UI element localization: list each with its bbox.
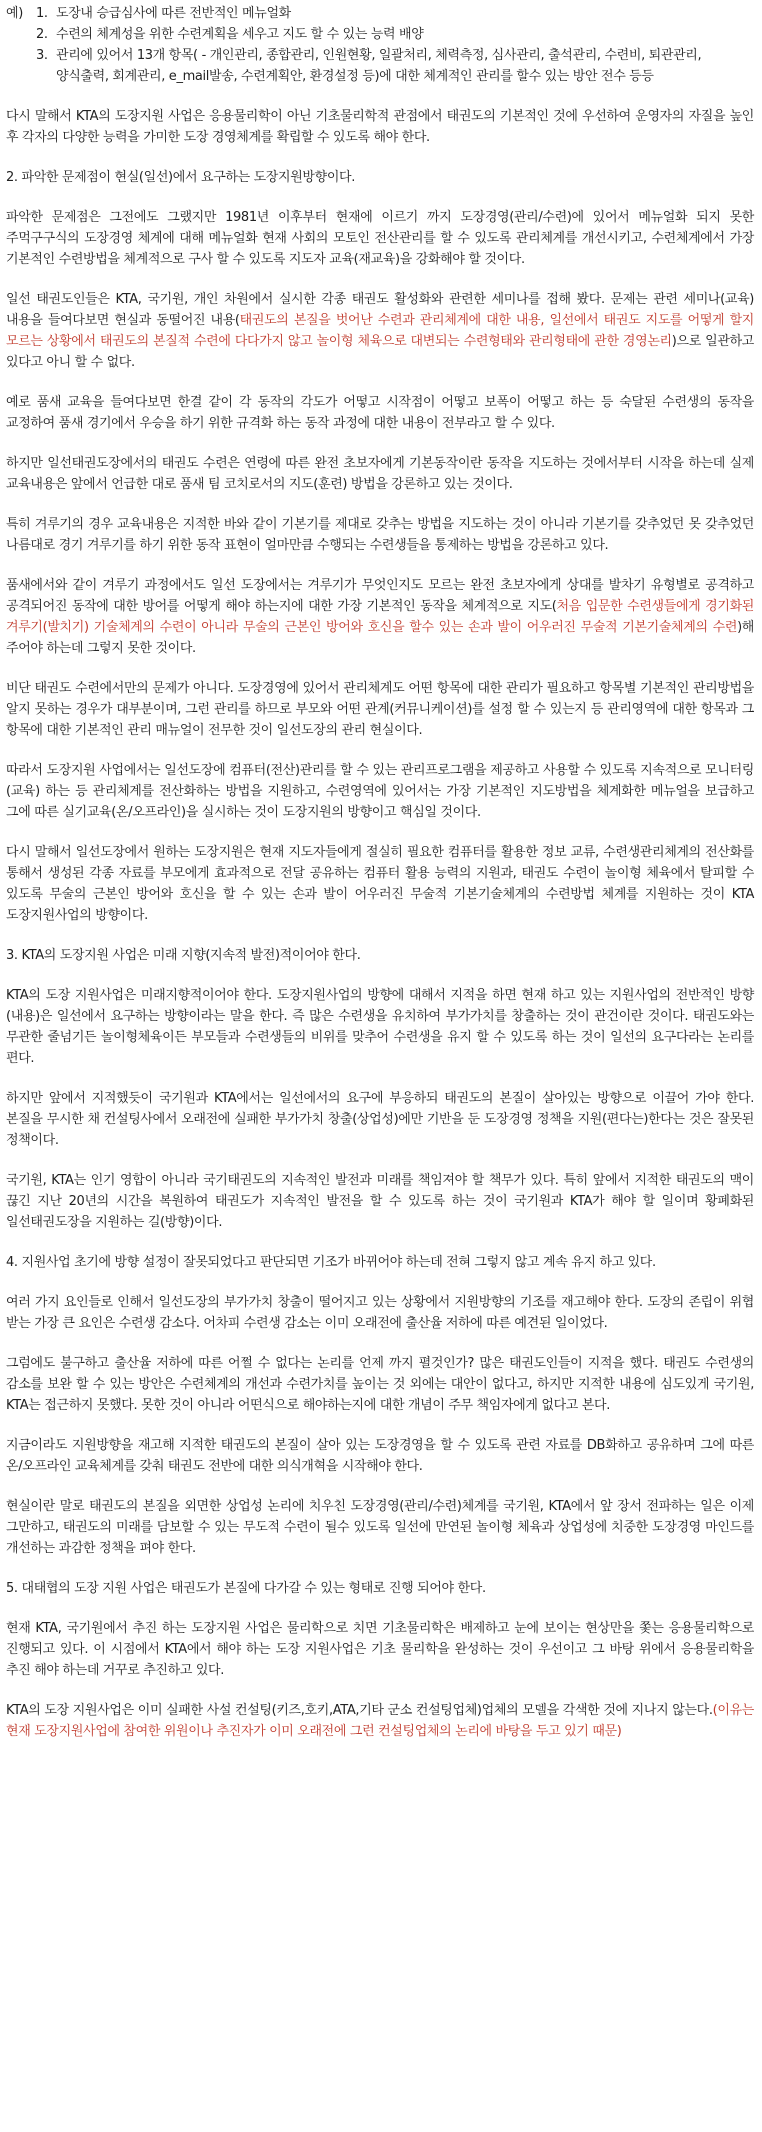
paragraph-text: 현재 KTA, 국기원에서 추진 하는 도장지원 사업은 물리학으로 치면 기초물리학은 배제하고 눈에 보이는 현상만을 쫓는 응용물리학으로 진행되고 있다. 이 시점에서 KTA에서 해야 하는 도장 지원사업은 기초 물리학을 완성하는 것이 우선이고 그 바탕 위에서 응용물리학을 추진 해야 하는데 거꾸로 추진하고 있다. bbox=[6, 1621, 754, 1678]
section-heading-4 bbox=[6, 1252, 754, 1273]
paragraph bbox=[6, 760, 754, 823]
heading-text: 2. 파악한 문제점이 현실(일선)에서 요구하는 도장지원방향이다. bbox=[6, 170, 356, 185]
paragraph-text: 하지만 일선태권도장에서의 태권도 수련은 연령에 따른 완전 초보자에게 기본동작이란 동작을 지도하는 것에서부터 시작을 하는데 실제 교육내용은 앞에서 언급한 대로 품새 팀 코치로서의 지도(훈련) 방법을 강론하고 있는 것이다. bbox=[6, 456, 754, 492]
example-item-number: 1. bbox=[36, 6, 48, 21]
paragraph-text: )해 주어야 하는데 그렇지 못한 것이다. bbox=[6, 620, 754, 656]
paragraph bbox=[6, 1088, 754, 1151]
paragraph-text: 예로 품새 교육을 들여다보면 한결 같이 각 동작의 각도가 어떻고 시작점이 어떻고 보폭이 어떻고 하는 등 숙달된 수련생의 동작을 교정하여 품새 경기에서 우승을 하기 위한 규격화 하는 동작 과정에 대한 내용이 전부라고 할 수 있다. bbox=[6, 395, 754, 431]
paragraph bbox=[6, 453, 754, 495]
paragraph bbox=[6, 1353, 754, 1416]
paragraph-text: )으로 일관하고 있다고 아니 할 수 없다. bbox=[6, 334, 754, 370]
heading-text: 5. 대태협의 도장 지원 사업은 태권도가 본질에 다가갈 수 있는 형태로 진행 되어야 한다. bbox=[6, 1581, 486, 1596]
heading-text: 4. 지원사업 초기에 방향 설정이 잘못되었다고 판단되면 기조가 바뀌어야 하는데 전혀 그렇지 않고 계속 유지 하고 있다. bbox=[6, 1255, 656, 1270]
example-item bbox=[36, 45, 754, 87]
highlighted-text: (이유는 현재 도장지원사업에 참여한 위원이나 추진자가 이미 오래전에 그런 컨설팅업체의 논리에 바탕을 두고 있기 때문) bbox=[6, 1703, 754, 1739]
paragraph bbox=[6, 1170, 754, 1233]
paragraph bbox=[6, 514, 754, 556]
highlighted-text: 태권도의 본질을 벗어난 수련과 관리체계에 대한 내용, 일선에서 태권도 지도를 어떻게 할지 모르는 상황에서 태권도의 본질적 수련에 다다가지 않고 놀이형 체육으로 대변되는 수련형태와 관리형태에 관한 경영논리 bbox=[6, 313, 755, 349]
example-item-number: 2. bbox=[36, 27, 48, 42]
paragraph bbox=[6, 985, 754, 1069]
paragraph bbox=[6, 207, 754, 270]
paragraph-text: 하지만 앞에서 지적했듯이 국기원과 KTA에서는 일선에서의 요구에 부응하되 태권도의 본질이 살아있는 방향으로 이끌어 가야 한다. 본질을 무시한 채 컨설팅사에서 오래전에 실패한 부가가치 창출(상업성)에만 기반을 둔 도장경영 정책을 지원(편다는)한다는 것은 잘못된 정책이다. bbox=[6, 1091, 754, 1148]
heading-text: 3. KTA의 도장지원 사업은 미래 지향(지속적 발전)적이어야 한다. bbox=[6, 948, 361, 963]
paragraph-text: KTA의 도장 지원사업은 이미 실패한 사설 컨설팅(키즈,호키,ATA,기타 군소 컨설팅업체)업체의 모델을 각색한 것에 지나지 않는다. bbox=[6, 1703, 713, 1718]
section-heading-5 bbox=[6, 1578, 754, 1599]
paragraph bbox=[6, 842, 754, 926]
section-heading-2 bbox=[6, 167, 754, 188]
paragraph-text: 다시 말해서 일선도장에서 원하는 도장지원은 현재 지도자들에게 절실히 필요한 컴퓨터를 활용한 정보 교류, 수련생관리체계의 전산화를 통해서 생성된 각종 자료를 부모에게 효과적으로 전달 공유하는 컴퓨터 활용 능력의 지원과, 태권도 수련이 놀이형 체육에서 탈피할 수 있도록 무술의 근본인 방어와 호신을 할 수 있는 손과 발이 어우러진 무술적 기본기술체계의 수련방법 체계를 지원하는 것이 KTA 도장지원사업의 방향이다. bbox=[6, 845, 754, 923]
paragraph bbox=[6, 1435, 754, 1477]
example-list bbox=[36, 3, 754, 87]
paragraph-text: 따라서 도장지원 사업에서는 일선도장에 컴퓨터(전산)관리를 할 수 있는 관리프로그램을 제공하고 사용할 수 있도록 지속적으로 모니터링(교육) 하는 등 관리체계를 전산화하는 방법을 지원하고, 수련영역에 있어서는 가장 기본적인 지도방법을 체계화한 메뉴얼을 보급하고 그에 따른 실기교육(온/오프라인)을 실시하는 것이 도장지원의 방향이고 핵심일 것이다. bbox=[6, 763, 754, 820]
paragraph-text: 품새에서와 같이 겨루기 과정에서도 일선 도장에서는 겨루기가 무엇인지도 모르는 완전 초보자에게 상대를 발차기 유형별로 공격하고 공격되어진 동작에 대한 방어를 어떻게 해야 하는지에 대한 가장 기본적인 동작을 체계적으로 지도( bbox=[6, 578, 754, 614]
paragraph bbox=[6, 1700, 754, 1742]
paragraph-text: 특히 겨루기의 경우 교육내용은 지적한 바와 같이 기본기를 제대로 갖추는 방법을 지도하는 것이 아니라 기본기를 갖추었던 못 갖추었던 나름대로 경기 겨루기를 하기 위한 동작 표현이 얼마만큼 수행되는 수련생들을 통제하는 방법을 강론하고 있다. bbox=[6, 517, 754, 553]
example-item-text: 수련의 체계성을 위한 수련계획을 세우고 지도 할 수 있는 능력 배양 bbox=[56, 27, 424, 42]
paragraph bbox=[6, 289, 754, 373]
paragraph-text: 비단 태권도 수련에서만의 문제가 아니다. 도장경영에 있어서 관리체계도 어떤 항목에 대한 관리가 필요하고 항목별 기본적인 관리방법을 알지 못하는 경우가 대부분이며, 그런 관리를 하므로 부모와 어떤 관계(커뮤니케이션)를 설정 할 수 있는지 등 관리영역에 대한 항목과 그 항목에 대한 기본적인 관리 매뉴얼이 전무한 것이 일선도장의 관리 현실이다. bbox=[6, 681, 754, 738]
paragraph bbox=[6, 106, 754, 148]
example-item-text: 도장내 승급심사에 따른 전반적인 메뉴얼화 bbox=[56, 6, 291, 21]
paragraph-text: 국기원, KTA는 인기 영합이 아니라 국기태권도의 지속적인 발전과 미래를 책임져야 할 책무가 있다. 특히 앞에서 지적한 태권도의 맥이 끊긴 지난 20년의 시간을 복원하여 태권도가 지속적인 발전을 할 수 있도록 하는 것이 국기원과 KTA가 해야 할 일이며 황폐화된 일선태권도장을 지원하는 길(방향)이다. bbox=[6, 1173, 754, 1230]
paragraph bbox=[6, 392, 754, 434]
example-item bbox=[36, 3, 754, 24]
paragraph-text: 일선 태권도인들은 KTA, 국기원, 개인 차원에서 실시한 각종 태권도 활성화와 관련한 세미나를 접해 봤다. 문제는 관련 세미나(교육) 내용을 들여다보면 현실과 동떨어진 내용( bbox=[6, 292, 754, 328]
paragraph bbox=[6, 575, 754, 659]
example-item-text: 관리에 있어서 13개 항목( - 개인관리, 종합관리, 인원현황, 일괄처리, 체력측정, 심사관리, 출석관리, 수련비, 퇴관관리, 양식출력, 회계관리, e_mail발송, 수련계획안, 환경설정 등)에 대한 체계적인 관리를 할수 있는 방안 전수 등등 bbox=[56, 48, 702, 84]
paragraph-text: 현실이란 말로 태권도의 본질을 외면한 상업성 논리에 치우친 도장경영(관리/수련)체계를 국기원, KTA에서 앞 장서 전파하는 일은 이제 그만하고, 태권도의 미래를 담보할 수 있는 무도적 수련이 될수 있도록 일선에 만연된 놀이형 체육과 상업성에 치중한 도장경영 마인드를 개선하는 과감한 정책을 펴야 한다. bbox=[6, 1499, 754, 1556]
paragraph-text: KTA의 도장 지원사업은 미래지향적이어야 한다. 도장지원사업의 방향에 대해서 지적을 하면 현재 하고 있는 지원사업의 전반적인 방향(내용)은 일선에서 요구하는 방향이라는 말을 한다. 즉 많은 수련생을 유치하여 부가가치를 창출하는 것이 관건이란 것이다. 태권도와는 무관한 줄넘기든 놀이형체육이든 부모들과 수련생들의 비위를 맞추어 수련생을 유지 할 수 있도록 하는 것이 일선의 요구다라는 논리를 편다. bbox=[6, 988, 754, 1066]
example-item bbox=[36, 24, 754, 45]
paragraph-text: 다시 말해서 KTA의 도장지원 사업은 응용물리학이 아닌 기초물리학적 관점에서 태권도의 기본적인 것에 우선하여 운영자의 자질을 높인 후 각자의 다양한 능력을 가미한 도장 경영체계를 확립할 수 있도록 해야 한다. bbox=[6, 109, 754, 145]
paragraph bbox=[6, 1292, 754, 1334]
paragraph-text: 파악한 문제점은 그전에도 그랬지만 1981년 이후부터 현재에 이르기 까지 도장경영(관리/수련)에 있어서 메뉴얼화 되지 못한 주먹구구식의 도장경영 체계에 대해 메뉴얼화 현재 사회의 모토인 전산관리를 할 수 있도록 관리체계를 개선시키고, 수련체계에서 가장 기본적인 수련방법을 체계적으로 구사 할 수 있도록 지도자 교육(재교육)을 강화해야 할 것이다. bbox=[6, 210, 754, 267]
paragraph-text: 여러 가지 요인들로 인해서 일선도장의 부가가치 창출이 떨어지고 있는 상황에서 지원방향의 기조를 재고해야 한다. 도장의 존립이 위협 받는 가장 큰 요인은 수련생 감소다. 어차피 수련생 감소는 이미 오래전에 출산율 저하에 따른 예견된 일이었다. bbox=[6, 1295, 754, 1331]
example-item-number: 3. bbox=[36, 48, 48, 63]
section-heading-3 bbox=[6, 945, 754, 966]
paragraph-text: 그럼에도 불구하고 출산율 저하에 따른 어쩔 수 없다는 논리를 언제 까지 펼것인가? 많은 태권도인들이 지적을 했다. 태권도 수련생의 감소를 보완 할 수 있는 방안은 수련체계의 개선과 수련가치를 높이는 것 외에는 대안이 없다고, 하지만 지적한 내용에 심도있게 국기원, KTA는 접근하지 못했다. 못한 것이 아니라 어떤식으로 해야하는지에 대한 개념이 주무 책임자에게 없다고 본다. bbox=[6, 1356, 754, 1413]
example-label: 예) bbox=[6, 6, 23, 21]
example-block bbox=[6, 3, 754, 87]
highlighted-text: 처음 입문한 수련생들에게 경기화된 겨루기(발치기) 기술체계의 수련이 아니라 무술의 근본인 방어와 호신을 할수 있는 손과 발이 어우러진 무술적 기본기술체계의 수련 bbox=[6, 599, 755, 635]
paragraph bbox=[6, 1496, 754, 1559]
paragraph bbox=[6, 1618, 754, 1681]
paragraph bbox=[6, 678, 754, 741]
paragraph-text: 지금이라도 지원방향을 재고해 지적한 태권도의 본질이 살아 있는 도장경영을 할 수 있도록 관련 자료를 DB화하고 공유하며 그에 따른 온/오프라인 교육체계를 갖춰 태권도 전반에 대한 의식개혁을 시작해야 한다. bbox=[6, 1438, 754, 1474]
